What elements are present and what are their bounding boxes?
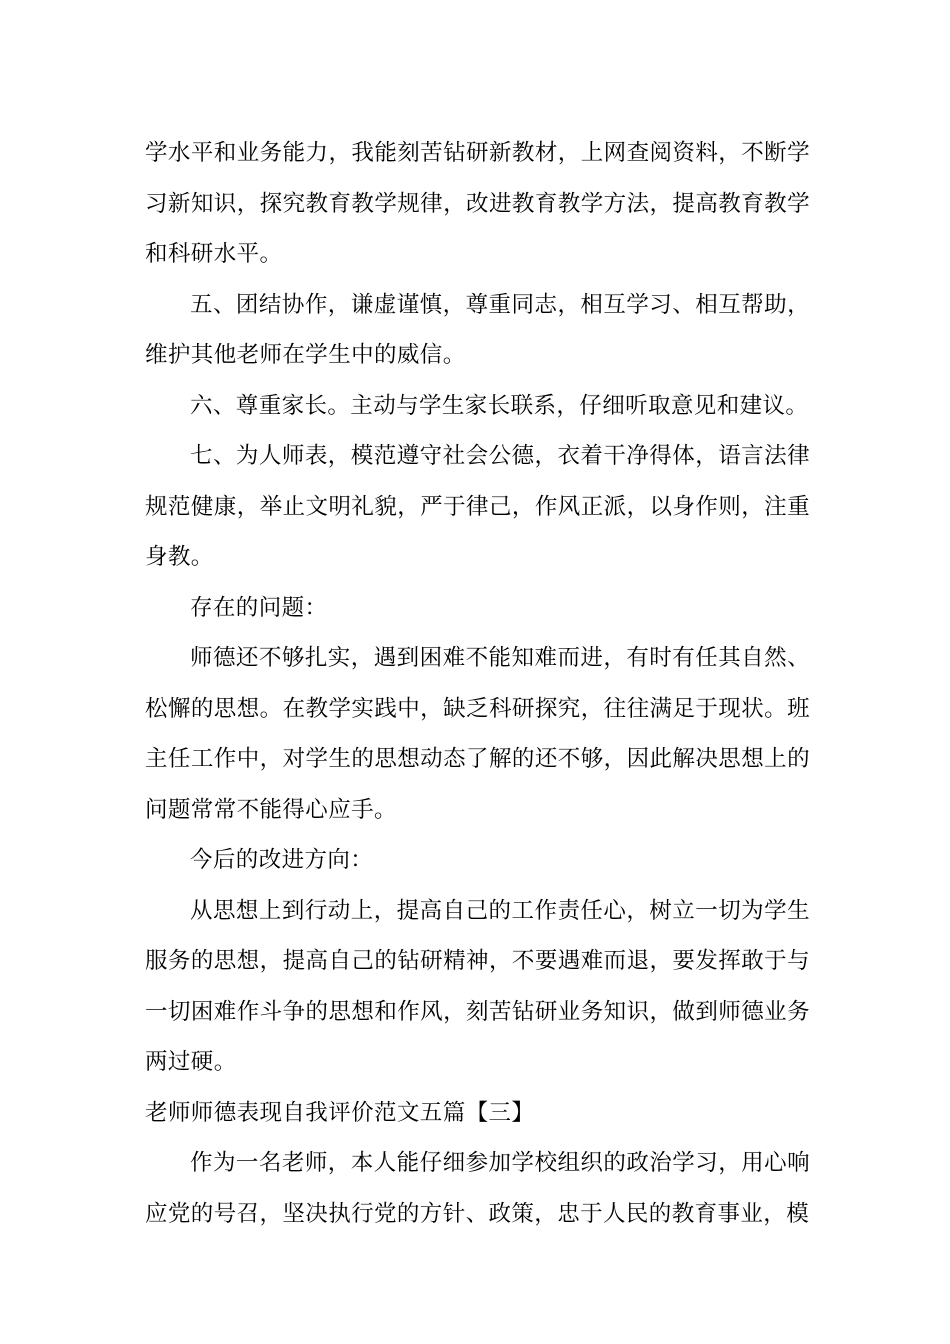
paragraph-problems-heading: 存在的问题： (190, 594, 328, 621)
section-paragraph: 作为一名老师，本人能仔细参加学校组织的政治学习，用心响应党的号召，坚决执行党的方针、政策，忠于人民的教育事业，模 (145, 1150, 810, 1227)
paragraph-item-six: 六、尊重家长。主动与学生家长联系，仔细听取意见和建议。 (190, 392, 809, 419)
document-body (145, 128, 810, 1239)
paragraph-improve-heading: 今后的改进方向： (190, 847, 374, 873)
paragraph-improve: 从思想上到行动上，提高自己的工作责任心，树立一切为学生服务的思想，提高自己的钻研精神，不要遇难而退，要发挥敢于与一切困难作斗争的思想和作风，刻苦钻研业务知识，做到师德业务两过硬。 (145, 897, 810, 1075)
section-title: 老师师德表现自我评价范文五篇【三】 (145, 1099, 535, 1126)
paragraph-item-seven: 七、为人师表，模范遵守社会公德，衣着干净得体，语言法律规范健康，举止文明礼貌，严于律己，作风正派，以身作则，注重身教。 (145, 443, 810, 570)
paragraph-item-five: 五、团结协作，谦虚谨慎，尊重同志，相互学习、相互帮助，维护其他老师在学生中的威信。 (145, 291, 810, 368)
paragraph-problems: 师德还不够扎实，遇到困难不能知难而进，有时有任其自然、松懈的思想。在教学实践中，缺乏科研探究，往往满足于现状。班主任工作中，对学生的思想动态了解的还不够，因此解决思想上的问题常常不能得心应手。 (145, 645, 810, 823)
paragraph-continuation: 学水平和业务能力，我能刻苦钻研新教材，上网查阅资料，不断学习新知识，探究教育教学规律，改进教育教学方法，提高教育教学和科研水平。 (145, 140, 810, 267)
